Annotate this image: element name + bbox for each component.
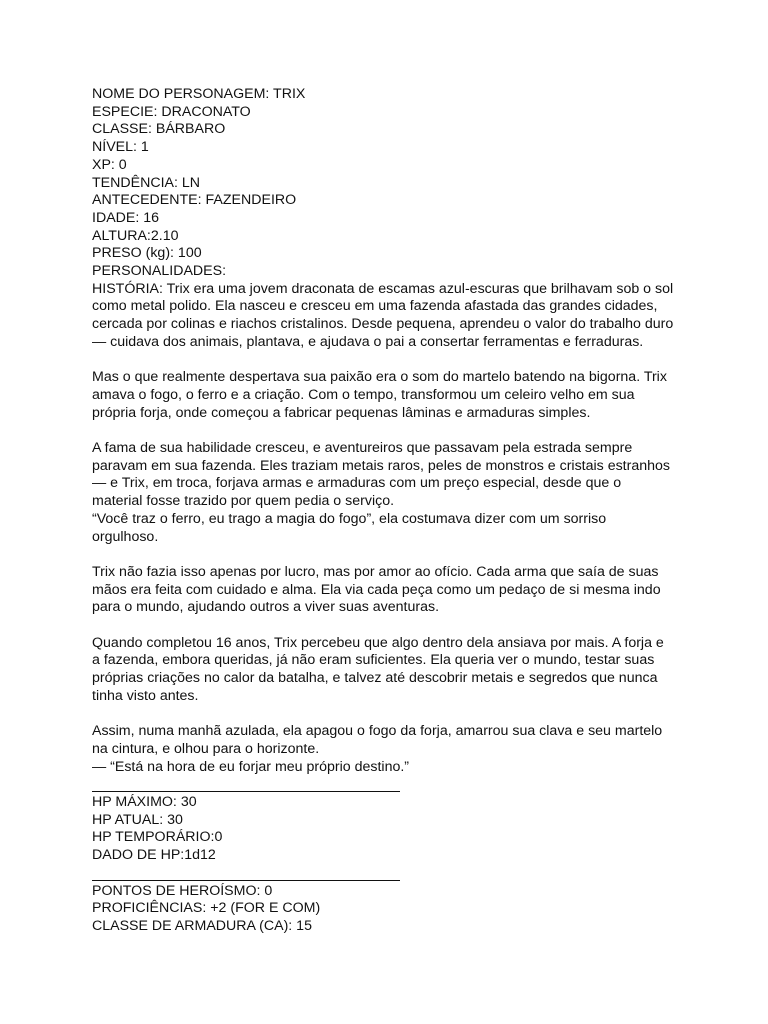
character-height: ALTURA:2.10 — [92, 227, 179, 244]
hp-temporary: HP TEMPORÁRIO:0 — [92, 829, 223, 846]
story-line: “Você traz o ferro, eu trago a magia do fogo”, ela costumava dizer com um sorriso — [92, 510, 607, 527]
section-divider — [92, 880, 400, 881]
paragraph-gap — [92, 617, 684, 635]
story-paragraph-3 — [92, 440, 684, 546]
character-class: CLASSE: BÁRBARO — [92, 121, 226, 138]
character-background: ANTECEDENTE: FAZENDEIRO — [92, 192, 297, 209]
heroism-points: PONTOS DE HEROÍSMO: 0 — [92, 882, 273, 899]
hp-max: HP MÁXIMO: 30 — [92, 794, 197, 811]
character-name: NOME DO PERSONAGEM: TRIX — [92, 86, 306, 102]
section-divider — [92, 791, 400, 792]
story-line: amava o fogo, o ferro e a criação. Com o tempo, transformou um celeiro velho em sua — [92, 386, 635, 403]
story-line: paravam em sua fazenda. Eles traziam metais raros, peles de monstros e cristais estranhos — [92, 457, 670, 474]
story-line: na cintura, e olhou para o horizonte. — [92, 740, 320, 757]
paragraph-gap — [92, 422, 684, 440]
hp-section — [92, 794, 684, 865]
character-weight: PRESO (kg): 100 — [92, 245, 202, 262]
story-line: Quando completou 16 anos, Trix percebeu que algo dentro dela ansiava por mais. A forja e — [92, 634, 664, 651]
story-line: Trix não fazia isso apenas por lucro, mas por amor ao ofício. Cada arma que saía de suas — [92, 563, 659, 580]
personalities-label: PERSONALIDADES: — [92, 263, 227, 280]
hp-current: HP ATUAL: 30 — [92, 811, 183, 828]
story-line: cercada por colinas e riachos cristalinos. Desde pequena, aprendeu o valor do trabalho duro — [92, 316, 674, 333]
paragraph-gap — [92, 706, 684, 724]
character-xp: XP: 0 — [92, 156, 127, 173]
story-line: para o mundo, ajudando outros a viver suas aventuras. — [92, 599, 440, 616]
story-paragraph-1 — [92, 281, 684, 352]
hp-hit-die: DADO DE HP:1d12 — [92, 847, 216, 864]
story-line: tinha visto antes. — [92, 687, 199, 704]
story-paragraph-6 — [92, 723, 684, 776]
story-line: Assim, numa manhã azulada, ela apagou o fogo da forja, amarrou sua clava e seu martelo — [92, 723, 663, 740]
story-line: material fosse trazido por quem pedia o serviço. — [92, 493, 395, 510]
story-line: Mas o que realmente despertava sua paixão era o som do martelo batendo na bigorna. Trix — [92, 369, 667, 386]
proficiencies: PROFICIÊNCIAS: +2 (FOR E COM) — [92, 900, 321, 917]
story-line: — e Trix, em troca, forjava armas e armaduras com um preço especial, desde que o — [92, 475, 622, 492]
paragraph-gap — [92, 546, 684, 564]
story-line: própria forja, onde começou a fabricar pequenas lâminas e armaduras simples. — [92, 404, 591, 421]
paragraph-gap — [92, 352, 684, 370]
character-alignment: TENDÊNCIA: LN — [92, 174, 200, 191]
story-line: — “Está na hora de eu forjar meu próprio destino.” — [92, 758, 410, 775]
story-line: como metal polido. Ela nasceu e cresceu em uma fazenda afastada das grandes cidades, — [92, 298, 658, 315]
story-line: — cuidava dos animais, plantava, e ajudava o pai a consertar ferramentas e ferraduras. — [92, 333, 644, 350]
story-line: A fama de sua habilidade cresceu, e aventureiros que passavam pela estrada sempre — [92, 440, 633, 457]
character-sheet-page — [92, 86, 684, 936]
stats-section — [92, 883, 684, 936]
story-line: orgulhoso. — [92, 528, 159, 545]
character-age: IDADE: 16 — [92, 209, 160, 226]
story-line: mãos era feita com cuidado e alma. Ela via cada peça como um pedaço de si mesma indo — [92, 581, 661, 598]
character-level: NÍVEL: 1 — [92, 139, 149, 156]
armor-class: CLASSE DE ARMADURA (CA): 15 — [92, 917, 312, 934]
story-line: a fazenda, embora queridas, já não eram suficientes. Ela queria ver o mundo, testar suas — [92, 652, 655, 669]
story-paragraph-4 — [92, 564, 684, 617]
story-line: próprias criações no calor da batalha, e talvez até descobrir metais e segredos que nunca — [92, 670, 658, 687]
story-line: HISTÓRIA: Trix era uma jovem draconata de escamas azul-escuras que brilhavam sob o sol — [92, 280, 674, 297]
character-species: ESPECIE: DRACONATO — [92, 103, 251, 120]
story-paragraph-2 — [92, 369, 684, 422]
story-paragraph-5 — [92, 635, 684, 706]
